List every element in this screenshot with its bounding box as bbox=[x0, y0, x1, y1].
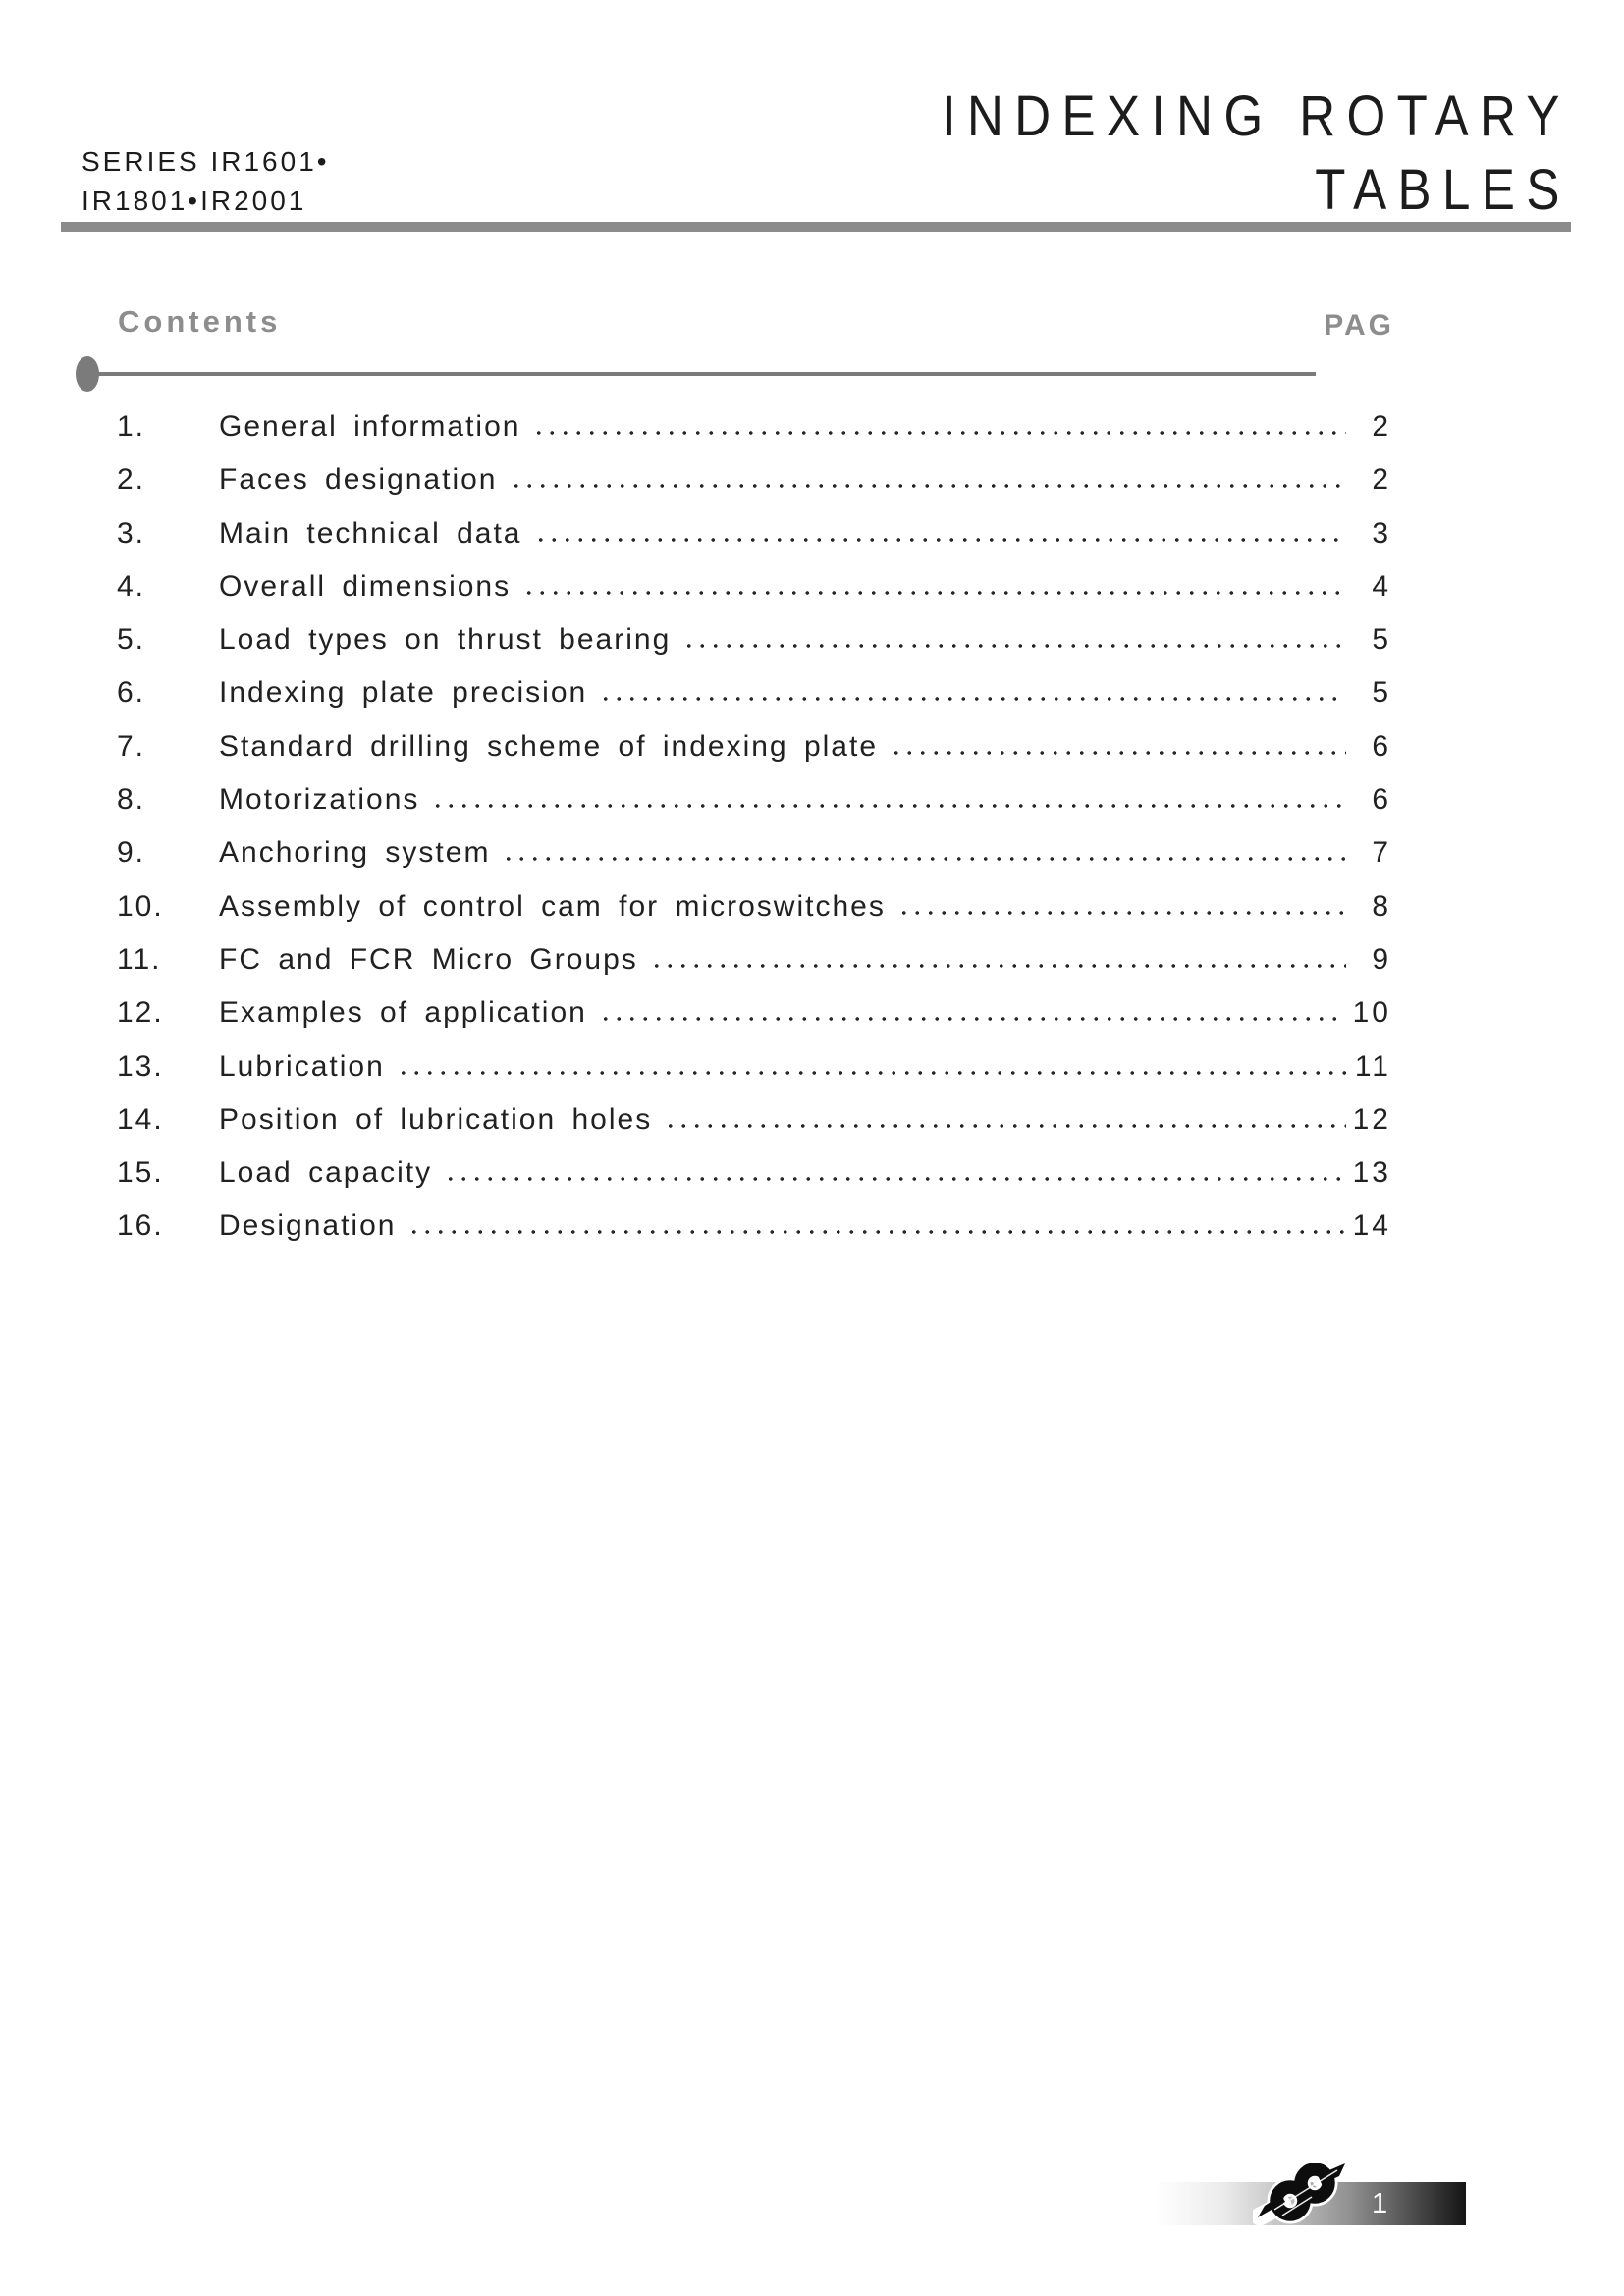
dot-leader bbox=[429, 801, 1346, 809]
dot-leader bbox=[508, 481, 1347, 489]
dot-leader bbox=[406, 1227, 1346, 1235]
header-rule-bar bbox=[61, 222, 1571, 232]
dot-leader bbox=[662, 1121, 1346, 1129]
toc-item-page: 11 bbox=[1354, 1049, 1391, 1083]
dot-leader bbox=[520, 588, 1346, 596]
toc-item-number: 12. bbox=[117, 996, 164, 1030]
toc-item-page: 12 bbox=[1352, 1102, 1391, 1136]
page-column-label: PAG bbox=[1324, 309, 1394, 342]
toc-item-page: 8 bbox=[1372, 889, 1391, 923]
toc-item-title: Load types on thrust bearing bbox=[219, 623, 672, 657]
toc-item-title: Anchoring system bbox=[219, 836, 491, 870]
toc-item-page: 13 bbox=[1352, 1156, 1391, 1190]
toc-item-page: 2 bbox=[1372, 463, 1391, 497]
page-title-line-2: TABLES bbox=[1315, 158, 1571, 222]
toc-item-title: Faces designation bbox=[219, 463, 498, 497]
toc-row bbox=[117, 676, 1391, 729]
toc-item-page: 4 bbox=[1372, 569, 1391, 603]
page-title-line-1: INDEXING ROTARY bbox=[942, 84, 1571, 148]
footer-page-number: 1 bbox=[1372, 2188, 1389, 2219]
toc-item-title: FC and FCR Micro Groups bbox=[219, 942, 638, 976]
toc-row bbox=[117, 570, 1391, 623]
toc-item-page: 2 bbox=[1372, 410, 1391, 443]
toc-item-title: Designation bbox=[219, 1209, 397, 1243]
toc-item-page: 6 bbox=[1372, 783, 1391, 817]
dot-leader bbox=[500, 854, 1346, 862]
toc-item-title: General information bbox=[219, 410, 521, 443]
toc-row bbox=[117, 783, 1391, 836]
dot-leader bbox=[597, 694, 1346, 702]
toc-row bbox=[117, 1050, 1391, 1103]
toc-item-number: 1. bbox=[117, 410, 146, 443]
toc-item-number: 8. bbox=[117, 783, 146, 817]
contents-heading: Contents bbox=[118, 304, 282, 339]
toc-item-number: 7. bbox=[117, 729, 146, 763]
toc-item-number: 11. bbox=[117, 942, 162, 976]
toc-item-title: Overall dimensions bbox=[219, 569, 512, 603]
toc-item-page: 7 bbox=[1372, 836, 1391, 870]
toc-row bbox=[117, 836, 1391, 889]
toc-item-title: Motorizations bbox=[219, 783, 420, 817]
dot-leader bbox=[530, 428, 1346, 436]
toc-item-number: 10. bbox=[117, 889, 164, 923]
toc-item-number: 4. bbox=[117, 569, 146, 603]
toc-row bbox=[117, 943, 1391, 996]
toc-row bbox=[117, 463, 1391, 516]
toc-item-page: 6 bbox=[1372, 729, 1391, 763]
toc-row bbox=[117, 1103, 1391, 1156]
toc-item-title: Load capacity bbox=[219, 1156, 433, 1190]
dot-leader bbox=[648, 961, 1346, 969]
toc-row bbox=[117, 890, 1391, 943]
dot-leader bbox=[895, 908, 1346, 916]
toc-row bbox=[117, 1156, 1391, 1209]
series-line-2: IR1801•IR2001 bbox=[81, 186, 307, 216]
toc-row bbox=[117, 730, 1391, 783]
toc-row bbox=[117, 517, 1391, 570]
toc-row bbox=[117, 996, 1391, 1049]
toc-item-number: 2. bbox=[117, 463, 146, 497]
toc-item-number: 6. bbox=[117, 676, 146, 710]
toc-item-page: 14 bbox=[1352, 1209, 1391, 1243]
toc-row bbox=[117, 1209, 1391, 1262]
toc-item-page: 3 bbox=[1372, 516, 1391, 550]
toc-item-number: 13. bbox=[117, 1049, 164, 1083]
toc-item-number: 15. bbox=[117, 1156, 164, 1190]
dot-leader bbox=[680, 641, 1346, 649]
toc-item-page: 5 bbox=[1372, 676, 1391, 710]
toc-item-page: 9 bbox=[1372, 942, 1391, 976]
toc-item-title: Indexing plate precision bbox=[219, 676, 588, 710]
dot-leader bbox=[395, 1068, 1346, 1076]
dot-leader bbox=[532, 535, 1347, 543]
toc-item-title: Main technical data bbox=[219, 516, 522, 550]
toc-row bbox=[117, 623, 1391, 676]
brand-knot-logo-icon bbox=[1253, 2154, 1351, 2228]
table-of-contents bbox=[117, 410, 1391, 1263]
toc-item-number: 14. bbox=[117, 1102, 164, 1136]
toc-item-title: Assembly of control cam for microswitches bbox=[219, 889, 886, 923]
toc-item-page: 10 bbox=[1352, 996, 1391, 1030]
series-line-1: SERIES IR1601• bbox=[81, 146, 330, 177]
contents-rule-line bbox=[93, 372, 1316, 376]
toc-item-number: 3. bbox=[117, 516, 146, 550]
toc-item-number: 5. bbox=[117, 623, 146, 657]
toc-item-number: 9. bbox=[117, 836, 146, 870]
toc-item-title: Position of lubrication holes bbox=[219, 1102, 653, 1136]
dot-leader bbox=[597, 1014, 1346, 1022]
series-label bbox=[81, 142, 330, 221]
toc-item-title: Lubrication bbox=[219, 1049, 385, 1083]
toc-item-title: Examples of application bbox=[219, 996, 587, 1030]
toc-item-title: Standard drilling scheme of indexing plate bbox=[219, 729, 879, 763]
dot-leader bbox=[888, 748, 1346, 756]
page-title bbox=[943, 80, 1571, 227]
dot-leader bbox=[442, 1174, 1346, 1182]
toc-row bbox=[117, 410, 1391, 463]
toc-item-number: 16. bbox=[117, 1209, 164, 1243]
toc-item-page: 5 bbox=[1372, 623, 1391, 657]
